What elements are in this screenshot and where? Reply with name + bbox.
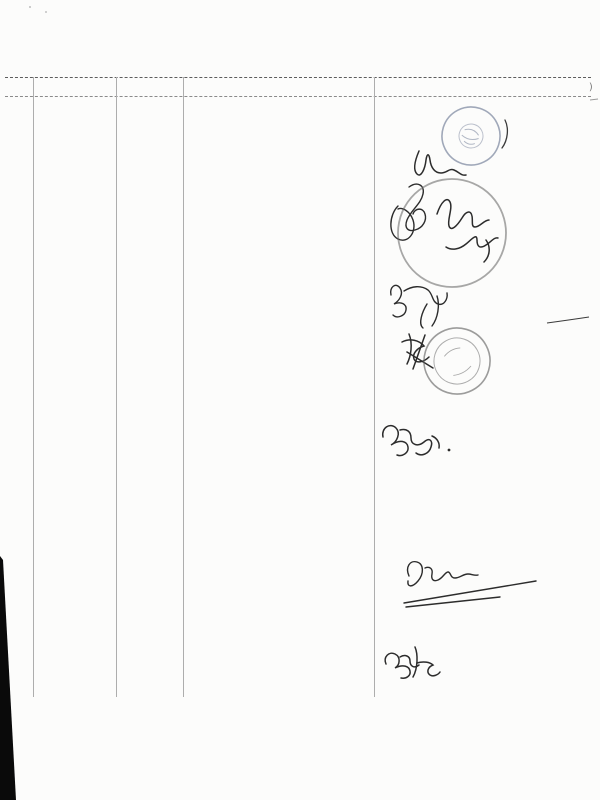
column-divider [116, 77, 117, 697]
signature-row-38 [415, 151, 466, 175]
scan-speck [29, 6, 31, 8]
scan-speck [45, 11, 47, 13]
column-divider [33, 77, 34, 697]
scan-speck: ) [588, 82, 595, 93]
scan-shadow-wedge [0, 556, 16, 800]
signature-row-47 [404, 562, 536, 607]
barcode [227, 41, 355, 65]
table-header-rule [5, 96, 591, 97]
column-divider [374, 77, 375, 697]
signature-row-39 [391, 184, 426, 240]
signature-row-40 [437, 200, 498, 262]
signature-row-41 [391, 285, 589, 328]
column-divider [183, 77, 184, 697]
table-top-rule [5, 77, 591, 78]
signature-row-44 [383, 426, 451, 456]
signature-row-37 [502, 120, 507, 148]
signature-row-42 [402, 334, 433, 369]
signature-row-49 [385, 647, 440, 678]
tmb-stamp [0, 27, 502, 605]
scan-speck [590, 99, 598, 100]
indian-bank-stamp [14, 0, 541, 173]
